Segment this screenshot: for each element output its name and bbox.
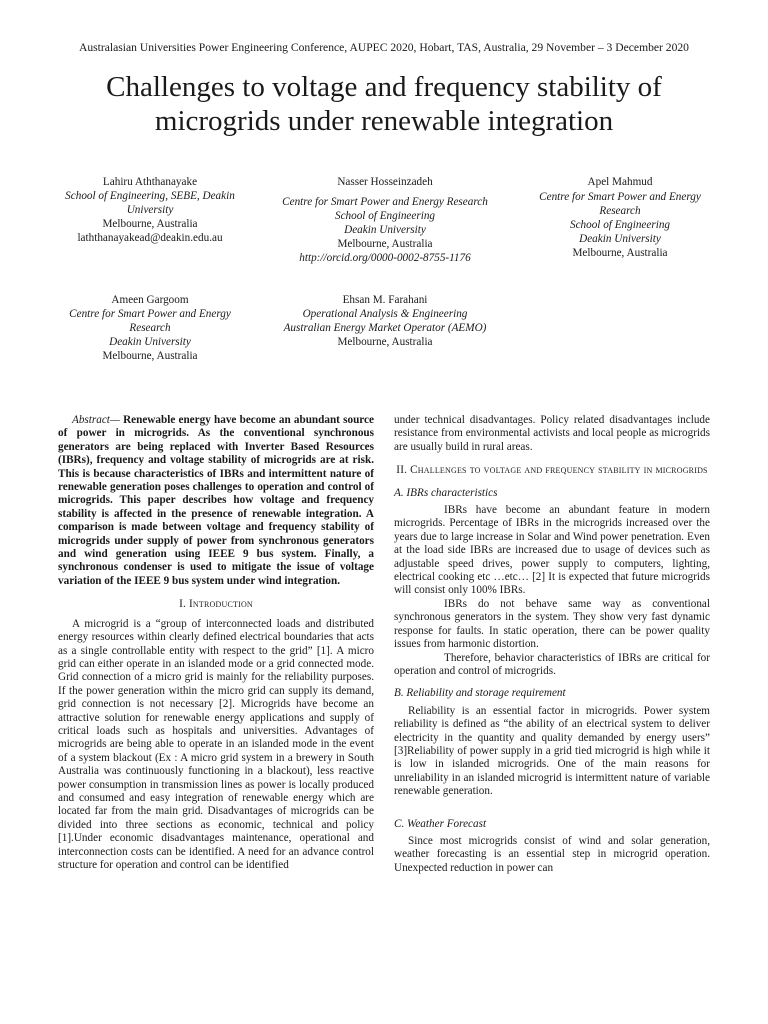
ibrs-paragraph-3: Therefore, behavior characteristics of IBRs are critical for operation and control of microgrids. (394, 651, 710, 677)
abstract-lead: Abstract— (72, 414, 120, 426)
right-column (394, 414, 710, 875)
author-block-1 (50, 175, 250, 245)
author-block-5 (280, 293, 490, 349)
author-email[interactable]: laththanayakead@deakin.edu.au (77, 232, 223, 244)
author-affiliation: Centre for Smart Power and Energy Research (69, 308, 231, 334)
author-block-2 (280, 175, 490, 265)
author-name: Ameen Gargoom (111, 294, 189, 306)
paper-title (40, 70, 728, 138)
author-affiliation: Australian Energy Market Operator (AEMO) (283, 322, 487, 334)
continued-paragraph: under technical disadvantages. Policy related disadvantages include resistance from environmental activists and local people as microgrids are usually build in rural areas. (394, 414, 710, 453)
section-heading-challenges: II. Challenges to voltage and frequency stability in microgrids (396, 464, 708, 477)
author-block-4 (50, 293, 250, 363)
author-affiliation: Centre for Smart Power and Energy Research (539, 191, 701, 217)
author-affiliation: Deakin University (579, 233, 661, 245)
author-affiliation: Deakin University (109, 336, 191, 348)
subsection-heading-weather: C. Weather Forecast (394, 817, 487, 830)
left-column (58, 414, 374, 872)
author-affiliation: Centre for Smart Power and Energy Research (282, 196, 488, 208)
conference-header: Australasian Universities Power Engineering Conference, AUPEC 2020, Hobart, TAS, Australia, 29 November – 3 December 2020 (79, 41, 689, 54)
weather-paragraph: Since most microgrids consist of wind and solar generation, weather forecasting is an essential step in microgrid operation. Unexpected reduction in power can (394, 834, 710, 874)
author-city: Melbourne, Australia (102, 218, 198, 230)
author-affiliation: Deakin University (344, 224, 426, 236)
subsection-heading-reliability: B. Reliability and storage requirement (394, 687, 566, 700)
author-name: Lahiru Aththanayake (102, 176, 198, 188)
abstract-body: Renewable energy have become an abundant source of power in microgrids. As the conventional synchronous generators are being replaced with Inverter Based Resources (IBRs), frequency and voltage stability of microgrids are at risk. This is because characteristics of IBRs and intermittent nature of renewable generation poses challenges to operation and control of microgrids. This paper describes how voltage and frequency stability is affected in the presence of renewable integration. A comparison is made between voltage and frequency stability of microgrids under supply of power from synchronous generators and wind generation using IEEE 9 bus system. Finally, a synchronous condenser is used to mitigate the issue of voltage variation of the IEEE 9 bus system under wind integration. (58, 414, 374, 587)
author-city: Melbourne, Australia (572, 247, 668, 259)
author-name: Apel Mahmud (587, 176, 653, 188)
author-city: Melbourne, Australia (337, 238, 433, 250)
author-orcid-link[interactable]: http://orcid.org/0000-0002-8755-1176 (299, 252, 471, 264)
title-line-1: Challenges to voltage and frequency stability of (106, 71, 662, 103)
author-affiliation: School of Engineering, SEBE, Deakin University (65, 190, 235, 216)
author-name: Ehsan M. Farahani (342, 294, 428, 306)
abstract (58, 414, 374, 588)
author-city: Melbourne, Australia (102, 350, 198, 362)
introduction-paragraph: A microgrid is a “group of interconnected loads and distributed energy resources within clearly defined electrical boundaries that acts as a single controllable entity with respect to the grid” [1]. A micro grid can either operate in an islanded mode or a grid connected mode. Grid connection of a micro grid is mainly for the reliability purposes. If the power generation within the micro grid can supply its demand, grid connection is not necessary [2]. Microgrids have become an attractive solution for renewable energy applications and supply of critical loads such as hospitals and universities. Advantages of microgrids are being able to operate in an islanded mode in the event of a system blackout (Ex : A micro grid system in a brewery in South Australia was continuously functioning in a blackout), less reactive power consumption in transmission lines as power is locally produced and consumed and easy integration of renewable energy which are located far from the main grid. Disadvantages of microgrids can be divided into three sections as economic, technical and policy [1].Under economic disadvantages maintenance, operational and interconnection costs can be identified. A need for an advance control structure for operation and control can be identified (58, 617, 374, 871)
ibrs-paragraph-1: IBRs have become an abundant feature in modern microgrids. Percentage of IBRs in the microgrids increased over the years due to large increase in Solar and Wind power penetration. Even at the load side IBRs are increased due to usage of devices such as adjustable speed drives, power supply to computers, lighting, electrical cooking etc …etc… [2] It is expected that future microgrids will consist only 100% IBRs. (394, 504, 710, 597)
author-affiliation: School of Engineering (569, 219, 671, 231)
section-heading-introduction: I. Introduction (179, 598, 253, 611)
author-block-3 (520, 175, 720, 260)
author-name: Nasser Hosseinzadeh (337, 176, 433, 188)
author-city: Melbourne, Australia (337, 336, 433, 348)
title-line-2: microgrids under renewable integration (154, 105, 614, 137)
ibrs-paragraph-2: IBRs do not behave same way as conventional synchronous generators in the system. They show very fast dynamic response for faults. In static operation, there can be power quality issues from harmonic distortion. (394, 597, 710, 651)
subsection-heading-ibrs: A. IBRs characteristics (394, 486, 498, 499)
author-affiliation: School of Engineering (334, 210, 436, 222)
author-affiliation: Operational Analysis & Engineering (302, 308, 468, 320)
reliability-paragraph: Reliability is an essential factor in microgrids. Power system reliability is defined as “the ability of an electrical system to deliver electricity in the quantity and quality demanded by energy users” [3]Reliability of power supply in a grid tied microgrid is high while it is low in islanded microgrids. One of the main reasons for unreliability in an islanded microgrid is intermittent nature of variable renewable generation. (394, 704, 710, 798)
